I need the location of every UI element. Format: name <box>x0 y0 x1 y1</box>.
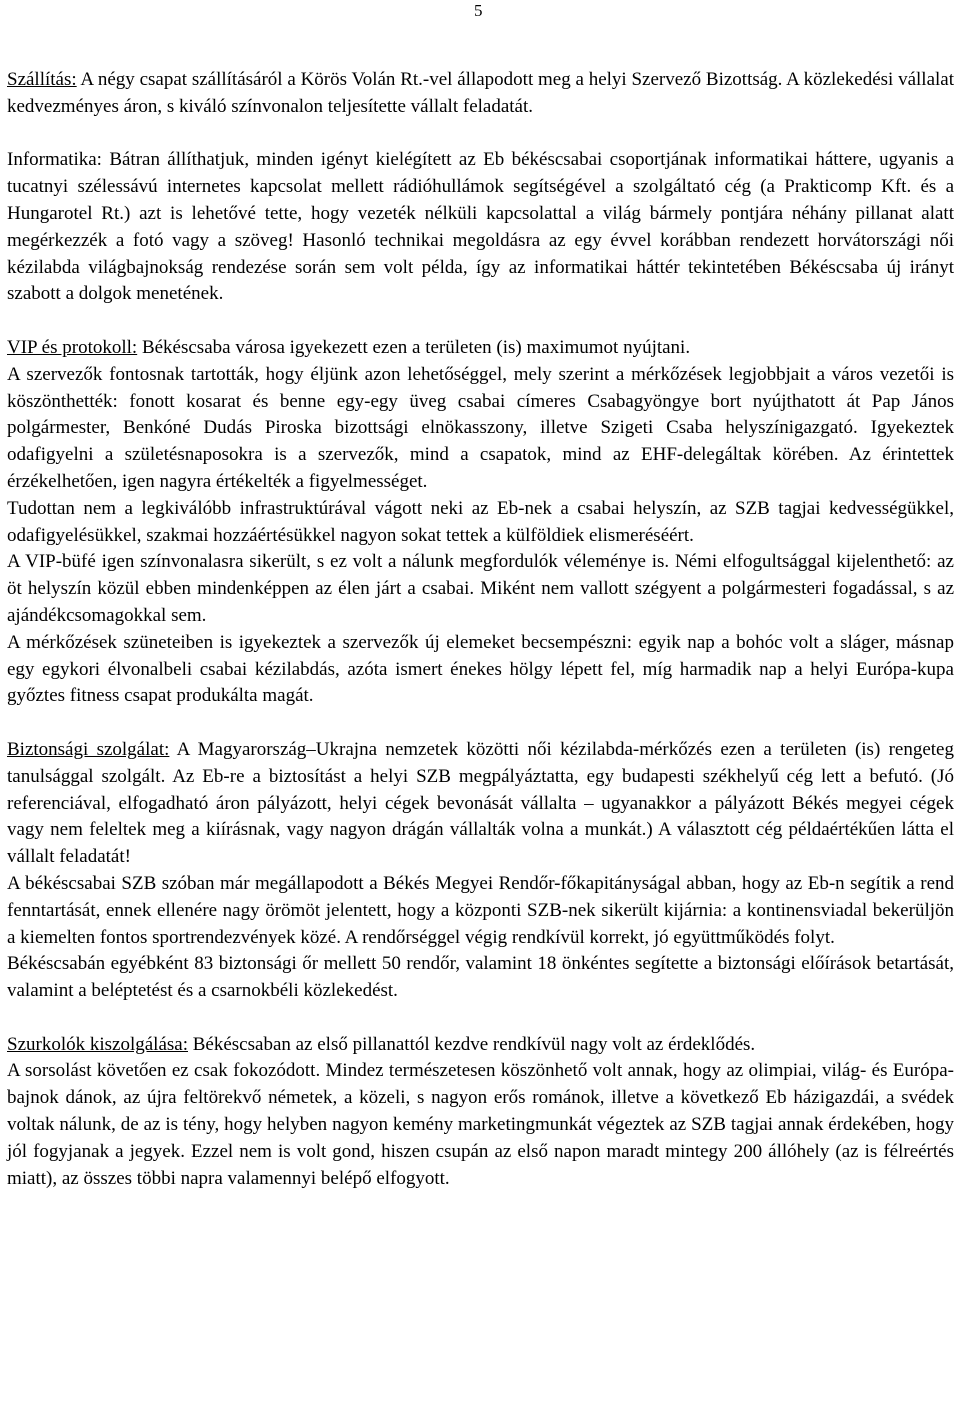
section-biztonsag <box>7 737 954 871</box>
paragraph-text: A négy csapat szállításáról a Körös Volán Rt.-vel állapodott meg a helyi Szervező Bizottság. A közlekedési vállalat kedvezményes áron, s kiváló színvonalon teljesítette vállalt feladatát. <box>7 69 954 117</box>
page-number: 5 <box>474 1 483 20</box>
paragraph: A mérkőzések szüneteiben is igyekeztek a szervezők új elemeket becsempészni: egyik nap a bohóc volt a sláger, másnap egy egykori élvonalbeli csabai kézilabdás, azóta ismert énekes hölgy lépett fel, míg harmadik nap a helyi Európa-kupa győztes fitness csapat produkálta magát. <box>7 631 954 707</box>
paragraph-text: Bátran állíthatjuk, minden igényt kielégített az Eb békéscsabai csoportjának informatikai háttere, ugyanis a tucatnyi szélessávú internetes kapcsolat mellett rádióhullámok segítségével a szolgáltató cég (a Prakticomp Kft. és a Hungarotel Rt.) azt is lehetővé tette, hogy vezeték nélküli kapcsolattal a világ bármely pontjára néhány pillanat alatt megérkezzék a fotó vagy a szöveg! Hasonló technikai megoldásra az egy évvel korábban rendezett horvátországi női kézilabda világbajnokság rendezése során sem volt példa, így az informatikai háttér tekintetében Békéscsaba új irányt szabott a dolgok menetének. <box>7 149 954 305</box>
paragraph-text: Békéscsaba városa igyekezett ezen a területen (is) maximumot nyújtani. <box>137 336 691 358</box>
section-szurkolok <box>7 1032 954 1059</box>
paragraph: A VIP-büfé igen színvonalasra sikerült, s ez volt a nálunk megfordulók véleménye is. Némi elfogultsággal kijelenthető: az öt helyszín közül ebben mindenképpen az élen járt a csabai. Miként nem vallott szégyent a polgármesteri fogadással, s az ajándékcsomagokkal sem. <box>7 551 954 626</box>
paragraph: A szervezők fontosnak tartották, hogy éljünk azon lehetőséggel, mely szerint a mérkőzések legjobbjait a város vezetői is köszönthették: fonott kosarat és benne egy-egy üveg csabai címeres Csabagyöngye bort nyújthatott át Pap János polgármester, Benkóné Dudás Piroska bizottsági elnökasszony, illetve Szigeti Csaba helyszínigazgató. Igyekeztek odafigyelni a születésnaposokra is a szervezők, mind a csapatok, mind az EHF-delegáltak körében. Az érintettek érzékelhetően, igen nagyra értékelték a figyelmességet. <box>7 363 954 492</box>
document-body <box>7 67 954 1192</box>
section-szallitas <box>7 67 954 121</box>
paragraph: A békéscsabai SZB szóban már megállapodott a Békés Megyei Rendőr-főkapitányságal abban, hogy az Eb-n segítik a rend fenntartását, ennek ellenére nagy örömöt jelentett, hogy a központi SZB-nek sikerült kijárnia: a kontinensviadal bekerüljön a kiemelten fontos sportrendezvények közé. A rendőrséggel végig rendkívül korrekt, jó együttműködés folyt. <box>7 872 954 948</box>
paragraph: A sorsolást követően ez csak fokozódott. Mindez természetesen köszönhető volt annak, hogy az olimpiai, világ- és Európa-bajnok dánok, az újra feltörekvő németek, a közeli, s nagyon erős románok, illetve a következő Eb házigazdái, a svédek voltak nálunk, de az is tény, hogy helyben nagyon kemény marketingmunkát végeztek az SZB tagjai annak érdekében, hogy jól fogyjanak a jegyek. Ezzel nem is volt gond, hiszen csupán az első napon maradt mintegy 200 állóhely (az is félreértés miatt), az összes többi napra valamennyi belépő elfogyott. <box>7 1060 954 1189</box>
section-heading-szallitas: Szállítás: <box>7 69 77 90</box>
paragraph-text: Békéscsaban az első pillanattól kezdve rendkívül nagy volt az érdeklődés. <box>188 1033 756 1055</box>
section-heading-vip: VIP és protokoll: <box>7 336 138 358</box>
paragraph-text: A Magyarország–Ukrajna nemzetek közötti női kézilabda-mérkőzés ezen a területen (is) rengeteg tanulsággal szolgált. Az Eb-re a biztosítást a helyi SZB megpályáztatta, egy budapesti székhelyű cég lett a befutó. (Jó referenciával, elfogadható áron pályázott, helyi cégek bevonását vállalta – ugyanakkor a pályázott Békés megyei cégek vagy nem feleltek meg a kiírásnak, vagy nagyon drágán vállalták volna a munkát.) A választott cég példaértékűen látta el vállalt feladatát! <box>7 738 954 868</box>
section-informatika <box>7 147 954 308</box>
section-heading-biztonsag: Biztonsági szolgálat: <box>7 738 170 760</box>
section-heading-informatika: Informatika: <box>7 149 102 171</box>
paragraph: Tudottan nem a legkiválóbb infrastruktúrával vágott neki az Eb-nek a csabai helyszín, az SZB tagjai kedvességükkel, odafigyelésükkel, szakmai hozzáértésükkel nagyon sokat tettek a külföldiek elismeréséért. <box>7 497 954 546</box>
section-heading-szurkolok: Szurkolók kiszolgálása: <box>7 1033 188 1055</box>
section-vip <box>7 335 954 362</box>
paragraph: Békéscsabán egyébként 83 biztonsági őr mellett 50 rendőr, valamint 18 önkéntes segítette a biztonsági előírások betartását, valamint a beléptetést és a csarnokbéli közlekedést. <box>7 953 954 1002</box>
